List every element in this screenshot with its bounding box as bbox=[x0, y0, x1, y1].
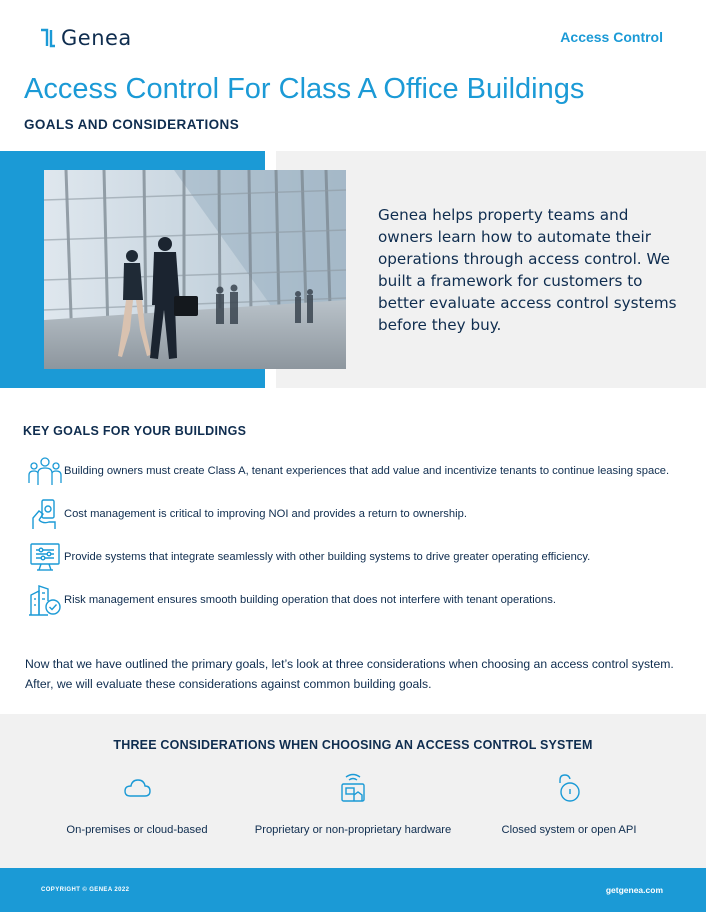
goal-text: Cost management is critical to improving NOI and provides a return to ownership. bbox=[64, 508, 467, 520]
office-lobby-photo bbox=[44, 170, 346, 369]
considerations-panel bbox=[0, 714, 706, 868]
footer-website-link[interactable]: getgenea.com bbox=[605, 885, 663, 895]
footer-copyright: COPYRIGHT © GENEA 2022 bbox=[41, 887, 130, 893]
genea-logo bbox=[40, 26, 132, 50]
hero-description: Genea helps property teams and owners learn how to automate their operations through access control. We built a framework for customers to better evaluate access control systems before they buy. bbox=[378, 206, 677, 334]
considerations-heading: THREE CONSIDERATIONS WHEN CHOOSING AN ACCESS CONTROL SYSTEM bbox=[113, 738, 593, 752]
header-category-tag: Access Control bbox=[560, 29, 663, 45]
people-group-icon bbox=[26, 453, 64, 489]
consideration-item bbox=[459, 772, 679, 836]
footer bbox=[0, 868, 706, 912]
goal-text: Provide systems that integrate seamlessly with other building systems to drive greater operating efficiency. bbox=[64, 551, 591, 563]
consideration-label: On-premises or cloud-based bbox=[66, 824, 208, 836]
goal-item bbox=[26, 453, 669, 489]
consideration-label: Closed system or open API bbox=[501, 824, 637, 836]
card-reader-icon bbox=[243, 772, 463, 804]
consideration-label: Proprietary or non-proprietary hardware bbox=[254, 824, 452, 836]
genea-mark-icon bbox=[40, 28, 56, 48]
goal-item bbox=[26, 539, 590, 575]
building-check-icon bbox=[26, 582, 64, 618]
goal-item bbox=[26, 582, 556, 618]
page-title: Access Control For Class A Office Buildings bbox=[24, 73, 585, 105]
goal-text: Building owners must create Class A, tenant experiences that add value and incentivize tenants to continue leasing space. bbox=[64, 465, 670, 477]
goal-text: Risk management ensures smooth building operation that does not interfere with tenant operations. bbox=[64, 594, 556, 606]
open-lock-icon bbox=[459, 772, 679, 804]
consideration-item bbox=[243, 772, 463, 836]
cloud-icon bbox=[27, 772, 247, 804]
goals-heading: KEY GOALS FOR YOUR BUILDINGS bbox=[23, 424, 247, 438]
intro-paragraph: Now that we have outlined the primary goals, let’s look at three considerations when choosing an access control system. After, we will evaluate these considerations against common building goals. bbox=[25, 657, 674, 691]
consideration-item bbox=[27, 772, 247, 836]
hand-money-icon bbox=[26, 496, 64, 532]
goal-item bbox=[26, 496, 467, 532]
page-subtitle: GOALS AND CONSIDERATIONS bbox=[24, 117, 240, 132]
logo-wordmark: Genea bbox=[61, 26, 132, 50]
monitor-sliders-icon bbox=[26, 539, 64, 575]
